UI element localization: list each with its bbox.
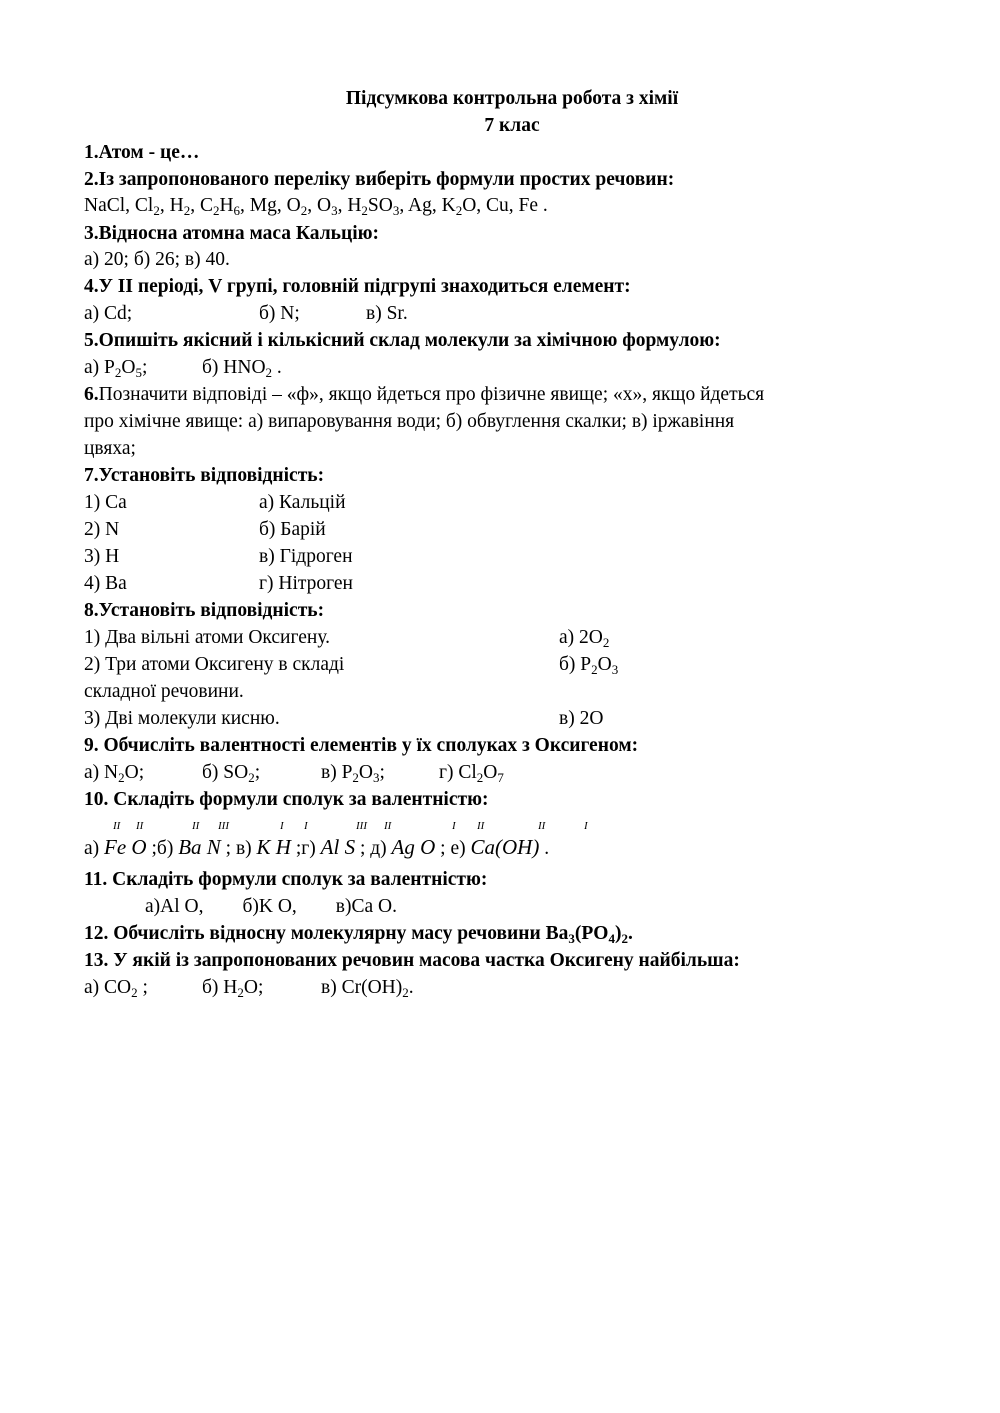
q7-row: 3) H в) Гідроген: [84, 546, 353, 567]
question-4-heading: 4.У ІІ періоді, V групі, головній підгрупі знаходиться елемент:: [84, 276, 631, 297]
question-10-formulas: а) Fe O ;б) Ba N ; в) K H ;г) Al S ; д) Ag O ; е) Ca(OH) .: [84, 835, 550, 859]
question-5-heading: 5.Опишіть якісний і кількісний склад молекули за хімічною формулою:: [84, 330, 721, 351]
question-5-options: [84, 355, 484, 381]
question-10-heading: 10. Складіть формули сполук за валентністю:: [84, 789, 489, 810]
question-6-line-1: 6.Позначити відповіді – «ф», якщо йдеться про фізичне явище; «х», якщо йдеться: [84, 384, 765, 405]
q4-option-c: в) Sr.: [366, 303, 408, 324]
q4-option-b: б) N;: [259, 303, 300, 324]
question-11-options: а)Al O, б)K O, в)Ca O.: [145, 896, 398, 917]
q10-valence-marks: II II II III I I III II I II II I: [113, 820, 588, 832]
q5-option-a: а) $P_2O_5$;: [84, 357, 148, 380]
page-title: Підсумкова контрольна робота з хімії: [345, 88, 679, 109]
q7-row: 2) N б) Барій: [84, 519, 326, 540]
q8-row-continued: складної речовини.: [84, 681, 244, 702]
grade-label: 7 клас: [484, 115, 540, 136]
question-7-heading: 7.Установіть відповідність:: [84, 465, 325, 486]
q8-row: 3) Дві молекули кисню. в) 2O: [84, 708, 604, 729]
question-2-formulas: NaCl, $Cl_2$, $H_2$, $C_2H_6$, Mg, $O_2$, $O_3$, $H_2SO_3$, Ag, $K_2O$, Cu, Fe .: [84, 195, 548, 218]
question-6-line-2: про хімічне явище: а) випаровування води; б) обвуглення скалки; в) іржавіння: [84, 411, 735, 432]
q8-row: 1) Два вільні атоми Оксигену. а) $2O_2$: [84, 627, 610, 650]
question-1: 1.Атом - це…: [84, 142, 200, 163]
question-2-heading: 2.Із запропонованого переліку виберіть формули простих речовин:: [84, 169, 675, 190]
question-9-heading: 9. Обчисліть валентності елементів у їх сполуках з Оксигеном:: [84, 735, 639, 756]
q5-option-b: б) $HNO_2$ .: [202, 357, 282, 380]
q8-row: 2) Три атоми Оксигену в складі б) $P_2O_3$: [84, 654, 619, 677]
q7-row: 1) Ca а) Кальцій: [84, 492, 346, 513]
question-12: 12. Обчисліть відносну молекулярну масу речовини $Ba_3(PO_4)_2$.: [84, 923, 633, 946]
question-13-options: а) $CO_2$ ; б) $H_2O$; в) $Cr(OH)_2$.: [84, 977, 414, 1000]
question-3-heading: 3.Відносна атомна маса Кальцію:: [84, 223, 380, 244]
question-6-number: 6.: [84, 384, 99, 405]
question-4-options: [84, 301, 484, 327]
q7-row: 4) Ba г) Нітроген: [84, 573, 353, 594]
question-8-heading: 8.Установіть відповідність:: [84, 600, 325, 621]
question-11-heading: 11. Складіть формули сполук за валентністю:: [84, 869, 488, 890]
q4-option-a: а) Cd;: [84, 303, 133, 324]
question-3-options: а) 20; б) 26; в) 40.: [84, 249, 230, 270]
question-6-line-3: цвяха;: [84, 438, 136, 459]
question-9-options: а) $N_2O$; б) $SO_2$; в) $P_2O_3$; г) $Cl_2O_7$: [84, 762, 504, 785]
question-13-heading: 13. У якій із запропонованих речовин масова частка Оксигену найбільша:: [84, 950, 740, 971]
